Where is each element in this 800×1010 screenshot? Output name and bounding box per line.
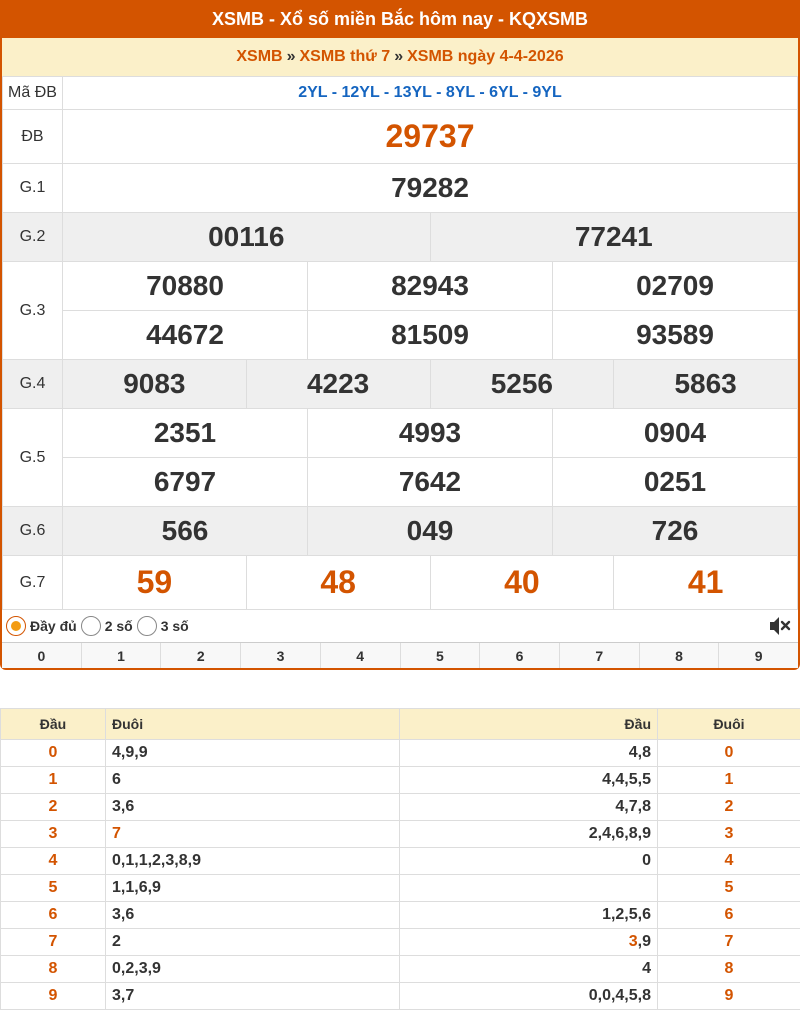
mute-icon[interactable] [768, 615, 792, 637]
prize-number: 2351 [63, 409, 308, 458]
breadcrumb-xsmb[interactable]: XSMB [236, 48, 283, 65]
table-row [1, 767, 800, 794]
radio-3-so[interactable] [137, 616, 157, 636]
prize-number: 70880 [63, 262, 308, 311]
option-2-so[interactable] [81, 616, 133, 636]
breadcrumb-separator: » [394, 48, 404, 65]
prize-number: 00116 [63, 213, 431, 262]
head-digit: 9 [1, 983, 106, 1010]
tail-digit: 1 [658, 767, 800, 794]
page-title: XSMB - Xổ số miền Bắc hôm nay - KQXSMB [0, 0, 800, 38]
head-values: 4,8 [400, 740, 658, 767]
head-digit: 6 [1, 902, 106, 929]
table-row [1, 929, 800, 956]
tail-digit: 5 [658, 875, 800, 902]
tail-digit: 0 [658, 740, 800, 767]
row-label: G.6 [3, 507, 63, 556]
tail-digit: 8 [658, 956, 800, 983]
table-row [1, 794, 800, 821]
prize-number: 41 [614, 556, 798, 610]
table-row [1, 902, 800, 929]
digit-filter-0[interactable]: 0 [2, 643, 82, 668]
row-label: ĐB [3, 110, 63, 164]
tail-digit: 7 [658, 929, 800, 956]
table-row [1, 875, 800, 902]
prize-number: 82943 [308, 262, 553, 311]
head-values: 0,0,4,5,8 [400, 983, 658, 1010]
tail-values: 0,2,3,9 [106, 956, 400, 983]
prize-number: 40 [430, 556, 614, 610]
tail-values: 7 [106, 821, 400, 848]
table-row [1, 848, 800, 875]
prize-number: 93589 [553, 311, 798, 360]
digit-filter-1[interactable]: 1 [82, 643, 162, 668]
prize-number: 81509 [308, 311, 553, 360]
head-digit: 3 [1, 821, 106, 848]
head-digit: 8 [1, 956, 106, 983]
breadcrumb [2, 38, 798, 76]
prize-number: 0251 [553, 458, 798, 507]
prize-number: 44672 [63, 311, 308, 360]
prize-number: 566 [63, 507, 308, 556]
radio-2-so[interactable] [81, 616, 101, 636]
tail-digit: 6 [658, 902, 800, 929]
head-values: 0 [400, 848, 658, 875]
head-value-rest: ,9 [637, 933, 651, 950]
digit-filter-2[interactable]: 2 [161, 643, 241, 668]
tail-values: 3,6 [106, 794, 400, 821]
prize-number: 5256 [430, 360, 614, 409]
option-full[interactable] [6, 616, 77, 636]
table-row [1, 983, 800, 1010]
head-values: 2,4,6,8,9 [400, 821, 658, 848]
digit-filter-5[interactable]: 5 [401, 643, 481, 668]
results-table [2, 76, 798, 610]
prize-number: 79282 [63, 164, 798, 213]
header-dau: Đầu [1, 709, 106, 740]
digit-filter-7[interactable]: 7 [560, 643, 640, 668]
digit-filter-4[interactable]: 4 [321, 643, 401, 668]
option-2-so-label: 2 số [104, 618, 133, 634]
head-values [400, 875, 658, 902]
tail-values: 3,6 [106, 902, 400, 929]
prize-number: 6797 [63, 458, 308, 507]
head-digit: 0 [1, 740, 106, 767]
tail-values: 0,1,1,2,3,8,9 [106, 848, 400, 875]
tail-values: 4,9,9 [106, 740, 400, 767]
tail-values: 1,1,6,9 [106, 875, 400, 902]
ma-db-value: 2YL - 12YL - 13YL - 8YL - 6YL - 9YL [63, 77, 798, 110]
tail-values: 2 [106, 929, 400, 956]
prize-number: 59 [63, 556, 247, 610]
special-prize: 29737 [63, 110, 798, 164]
prize-number: 4223 [246, 360, 430, 409]
head-digit: 2 [1, 794, 106, 821]
digit-filter-6[interactable]: 6 [480, 643, 560, 668]
head-values: 4,4,5,5 [400, 767, 658, 794]
digit-filter-bar [2, 642, 798, 668]
tail-values: 3,7 [106, 983, 400, 1010]
prize-number: 726 [553, 507, 798, 556]
head-digit: 1 [1, 767, 106, 794]
head-value-highlight: 3 [628, 933, 638, 950]
display-options [2, 610, 798, 642]
head-values: 4 [400, 956, 658, 983]
digit-filter-3[interactable]: 3 [241, 643, 321, 668]
tail-digit: 9 [658, 983, 800, 1010]
tail-digit: 2 [658, 794, 800, 821]
prize-number: 7642 [308, 458, 553, 507]
row-label: G.1 [3, 164, 63, 213]
header-duoi: Đuôi [106, 709, 400, 740]
loto-table [0, 708, 800, 1010]
row-label: G.3 [3, 262, 63, 360]
prize-number: 049 [308, 507, 553, 556]
table-row [1, 740, 800, 767]
table-row [1, 956, 800, 983]
header-dau-2: Đầu [400, 709, 658, 740]
head-values: 4,7,8 [400, 794, 658, 821]
head-values: 1,2,5,6 [400, 902, 658, 929]
head-values [400, 929, 658, 956]
option-3-so-label: 3 số [160, 618, 189, 634]
digit-filter-8[interactable]: 8 [640, 643, 720, 668]
prize-number: 5863 [614, 360, 798, 409]
prize-number: 77241 [430, 213, 798, 262]
header-duoi-2: Đuôi [658, 709, 800, 740]
tail-values: 6 [106, 767, 400, 794]
head-digit: 7 [1, 929, 106, 956]
head-digit: 5 [1, 875, 106, 902]
prize-number: 4993 [308, 409, 553, 458]
option-full-label: Đầy đủ [30, 618, 77, 634]
row-label: Mã ĐB [3, 77, 63, 110]
radio-full[interactable] [6, 616, 26, 636]
prize-number: 02709 [553, 262, 798, 311]
head-digit: 4 [1, 848, 106, 875]
breadcrumb-xsmb-thu-7[interactable]: XSMB thứ 7 [299, 48, 391, 65]
row-label: G.7 [3, 556, 63, 610]
tail-digit: 4 [658, 848, 800, 875]
breadcrumb-separator: » [286, 48, 296, 65]
breadcrumb-xsmb-date[interactable]: XSMB ngày 4-4-2026 [407, 48, 564, 65]
tail-digit: 3 [658, 821, 800, 848]
prize-number: 0904 [553, 409, 798, 458]
row-label: G.2 [3, 213, 63, 262]
prize-number: 9083 [63, 360, 247, 409]
row-label: G.5 [3, 409, 63, 507]
digit-filter-9[interactable]: 9 [719, 643, 798, 668]
option-3-so[interactable] [137, 616, 189, 636]
prize-number: 48 [246, 556, 430, 610]
table-row [1, 821, 800, 848]
row-label: G.4 [3, 360, 63, 409]
